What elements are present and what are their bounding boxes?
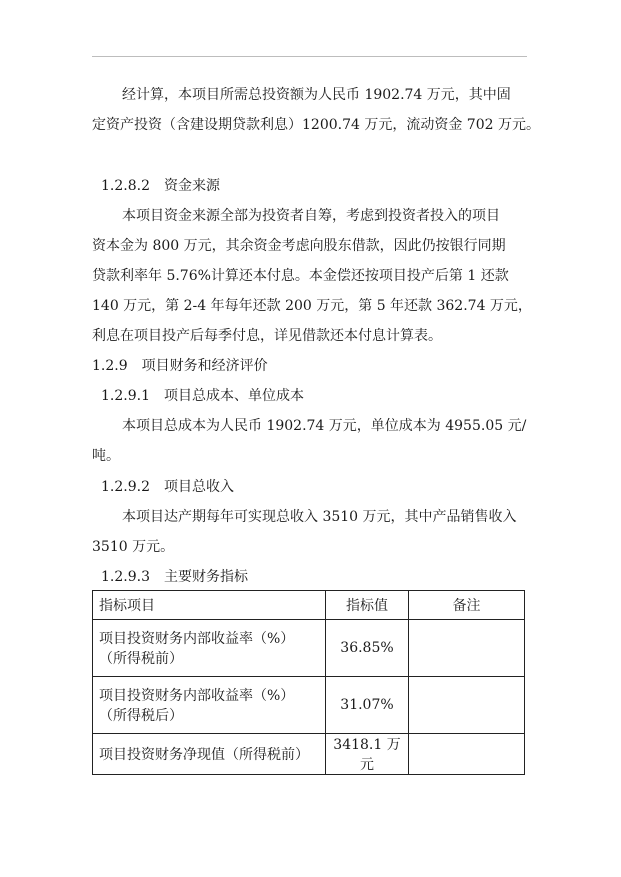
- paragraph-investment-line-2: 定资产投资（含建设期贷款利息）1200.74 万元，流动资金 702 万元。: [92, 117, 540, 133]
- heading-1291-total-cost: 1.2.9.1 项目总成本、单位成本: [101, 388, 304, 404]
- paragraph-cost-line-1: 本项目总成本为人民币 1902.74 万元，单位成本为 4955.05 元/: [122, 418, 527, 434]
- paragraph-cost-line-2: 吨。: [92, 448, 120, 464]
- row-indicator-name: 项目投资财务净现值（所得税前）: [93, 734, 326, 775]
- paragraph-funding-line-4: 140 万元，第 2-4 年每年还款 200 万元，第 5 年还款 362.74 万元，: [92, 298, 532, 314]
- paragraph-investment-line-1: 经计算，本项目所需总投资额为人民币 1902.74 万元，其中固: [122, 87, 511, 103]
- row-indicator-name: [93, 677, 326, 734]
- paragraph-revenue-line-1: 本项目达产期每年可实现总收入 3510 万元，其中产品销售收入: [122, 509, 517, 525]
- financial-indicators-table: [92, 590, 525, 775]
- indicator-name-line-1: 项目投资财务内部收益率（%）: [99, 688, 295, 704]
- paragraph-funding-line-1: 本项目资金来源全部为投资者自筹，考虑到投资者投入的项目: [122, 208, 500, 224]
- row-indicator-value: 31.07%: [326, 677, 409, 734]
- header-rule: [92, 56, 527, 57]
- paragraph-revenue-line-2: 3510 万元。: [92, 539, 175, 555]
- table-row: [93, 677, 525, 734]
- table-row: [93, 734, 525, 775]
- header-value: 指标值: [326, 591, 409, 620]
- heading-1292-total-revenue: 1.2.9.2 项目总收入: [101, 479, 234, 495]
- table-header-row: [93, 591, 525, 620]
- heading-1293-financial-indicators: 1.2.9.3 主要财务指标: [101, 569, 248, 585]
- heading-129-financial-evaluation: 1.2.9 项目财务和经济评价: [92, 358, 268, 374]
- table-row: [93, 620, 525, 677]
- paragraph-funding-line-3: 贷款利率年 5.76%计算还本付息。本金偿还按项目投产后第 1 还款: [92, 268, 509, 284]
- indicator-name-line-2: （所得税前）: [99, 651, 183, 667]
- header-indicator: 指标项目: [93, 591, 326, 620]
- heading-1282-funding-source: 1.2.8.2 资金来源: [101, 178, 220, 194]
- header-note: 备注: [409, 591, 525, 620]
- row-indicator-name: [93, 620, 326, 677]
- paragraph-funding-line-2: 资本金为 800 万元，其余资金考虑向股东借款，因此仍按银行同期: [92, 238, 506, 254]
- paragraph-funding-line-5: 利息在项目投产后每季付息，详见借款还本付息计算表。: [92, 328, 442, 344]
- row-indicator-note: [409, 677, 525, 734]
- row-indicator-value: 3418.1 万元: [326, 734, 409, 775]
- row-indicator-note: [409, 734, 525, 775]
- indicator-name-line-1: 项目投资财务内部收益率（%）: [99, 631, 295, 647]
- row-indicator-value: 36.85%: [326, 620, 409, 677]
- indicator-name-line-2: （所得税后）: [99, 708, 183, 724]
- row-indicator-note: [409, 620, 525, 677]
